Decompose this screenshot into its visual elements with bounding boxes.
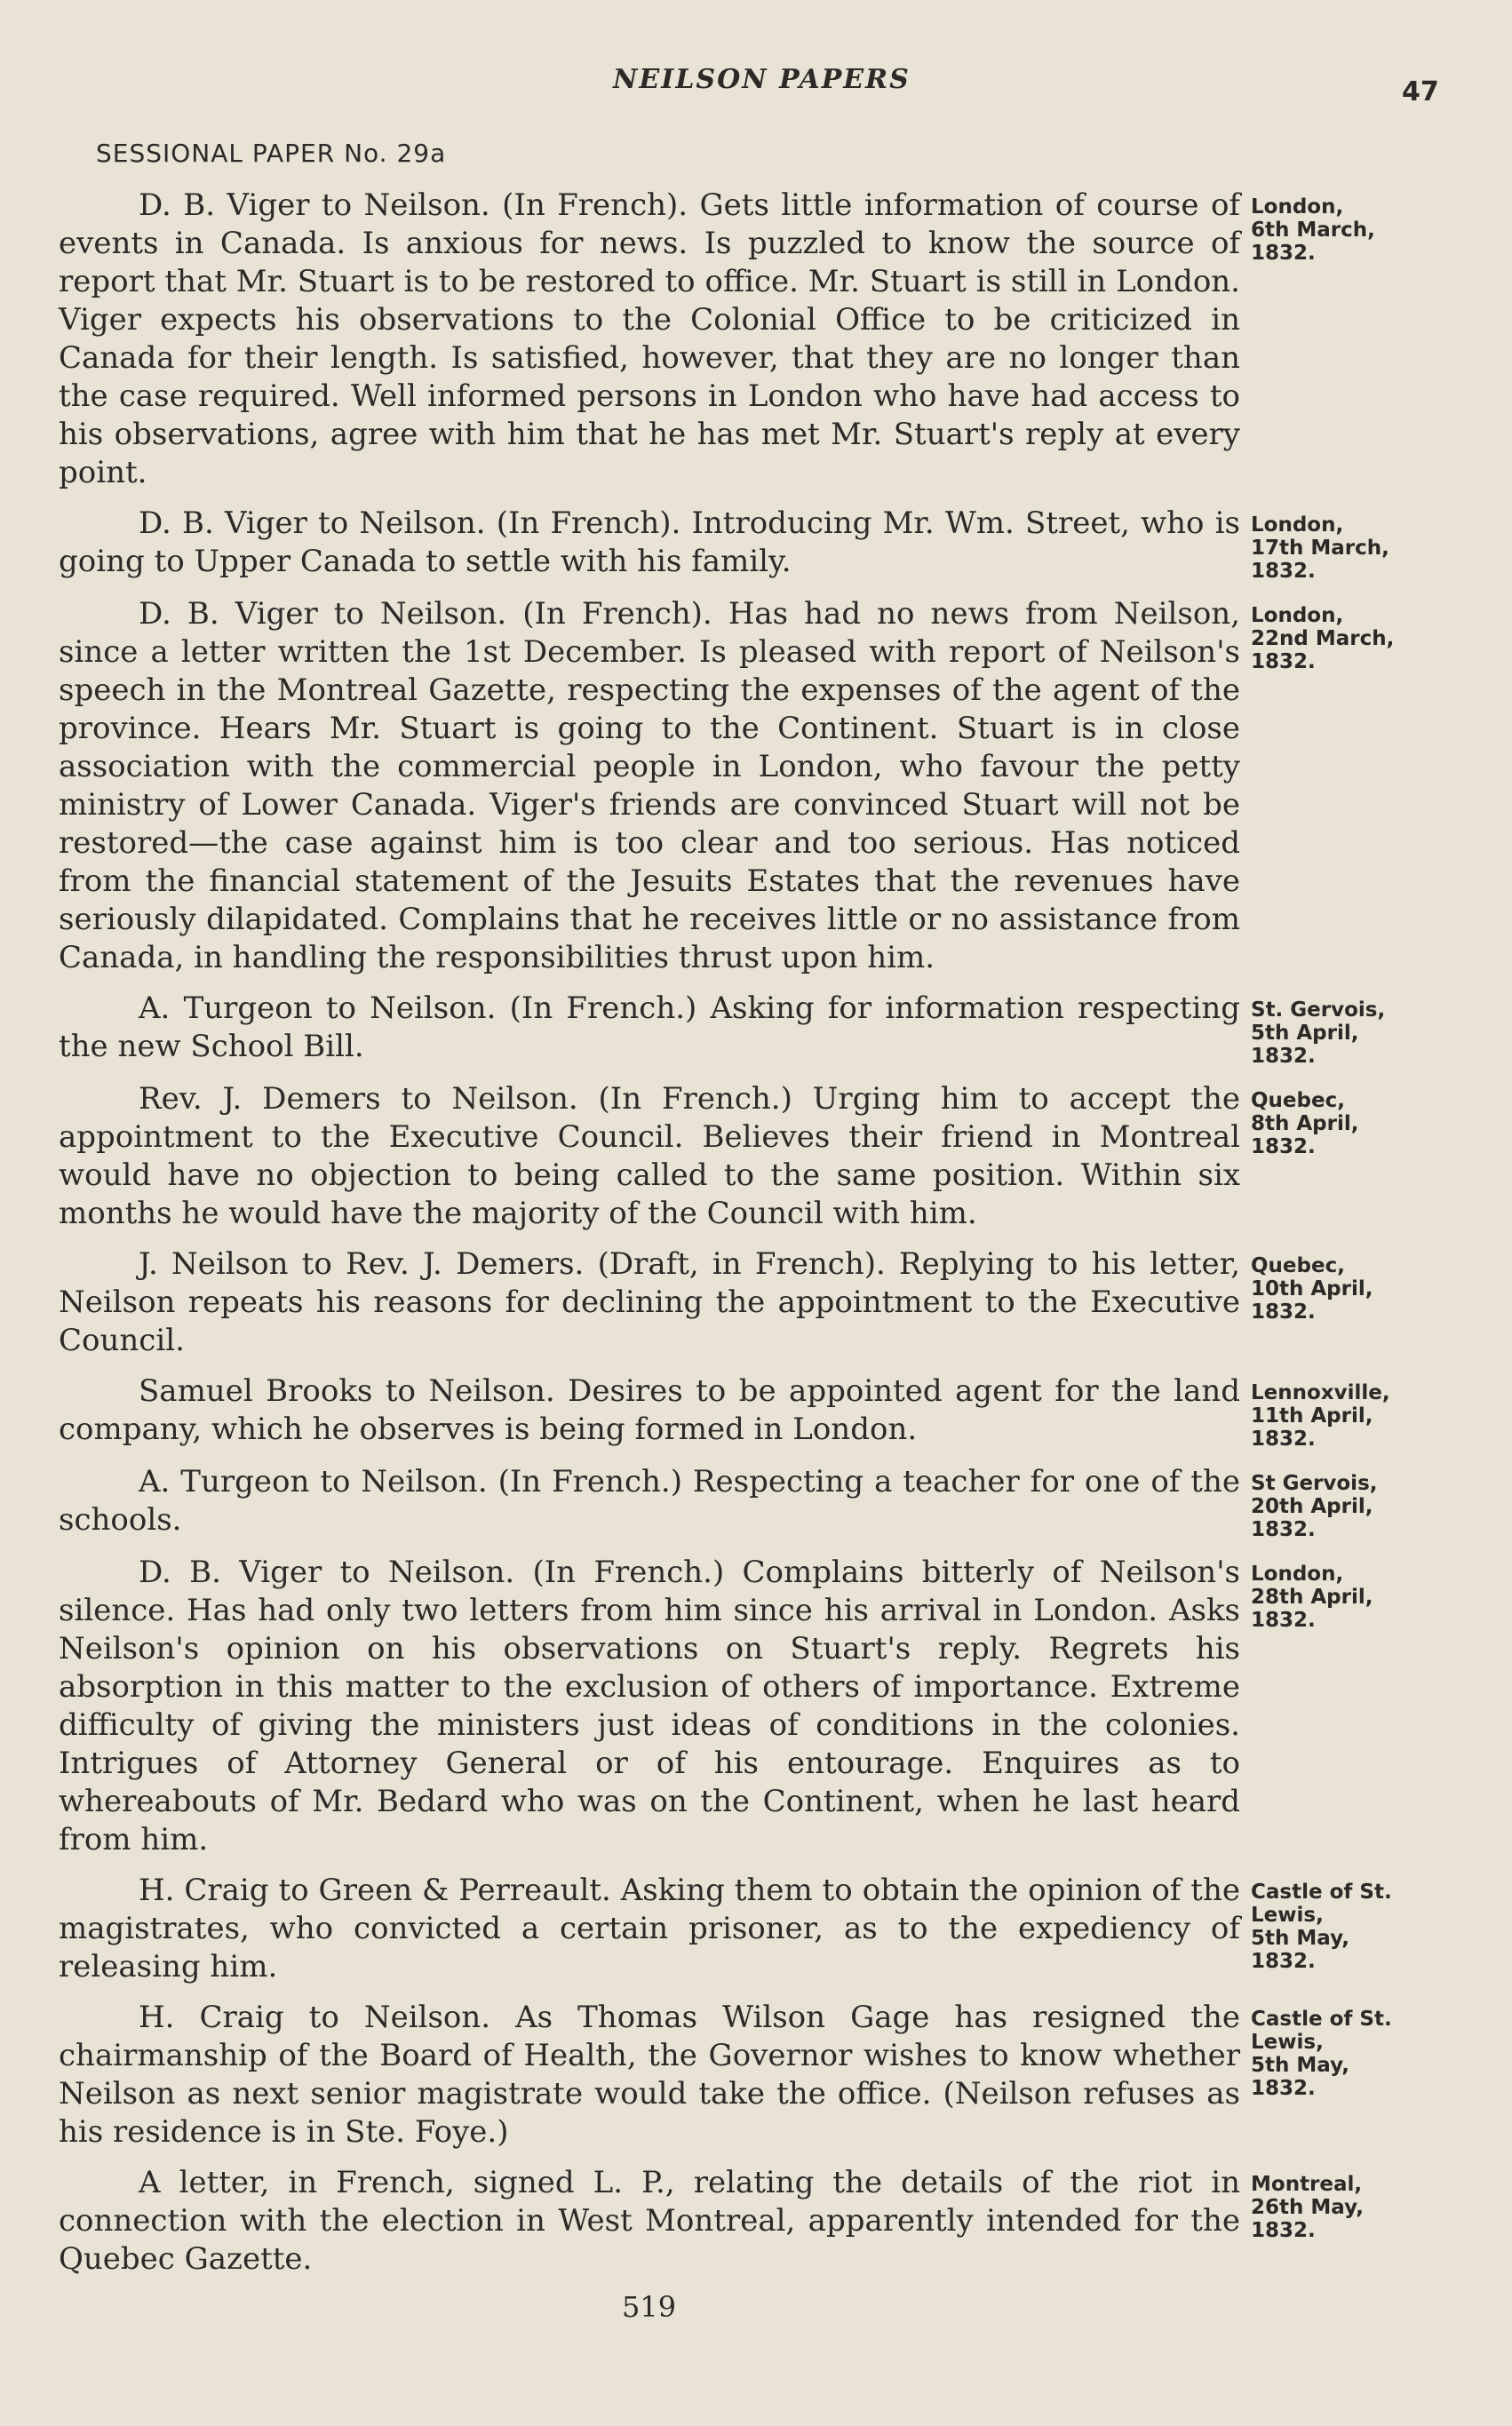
entry-place: London, bbox=[1251, 604, 1344, 627]
entry-text: D. B. Viger to Neilson. (In French). Introducing Mr. Wm. Street, who is going to Upper Canada to settle with his family. bbox=[59, 505, 1240, 579]
entry-place: London, bbox=[1251, 513, 1344, 537]
entry-year: 1832. bbox=[1251, 1950, 1316, 1973]
entry-place: Montreal, bbox=[1251, 2173, 1363, 2196]
entry-text: A. Turgeon to Neilson. (In French.) Respecting a teacher for one of the schools. bbox=[59, 1464, 1240, 1538]
entry-year: 1832. bbox=[1251, 1300, 1316, 1324]
sessional-paper-label: SESSIONAL PAPER No. 29a bbox=[96, 139, 447, 168]
entry-meta bbox=[1251, 1372, 1433, 1451]
entry-date: 20th April, bbox=[1251, 1495, 1373, 1518]
entry-meta bbox=[1251, 505, 1433, 583]
calendar-entry bbox=[59, 595, 1444, 977]
calendar-entry bbox=[59, 1554, 1444, 1859]
calendar-entry bbox=[59, 1245, 1444, 1360]
entry-place: Quebec, bbox=[1251, 1089, 1345, 1112]
entry-text: A letter, in French, signed L. P., relating the details of the riot in connection with the election in West Montreal, apparently intended for the Quebec Gazette. bbox=[59, 2165, 1240, 2277]
calendar-entry bbox=[59, 505, 1444, 583]
footer-number: 519 bbox=[622, 2290, 677, 2324]
entry-text: D. B. Viger to Neilson. (In French.) Complains bitterly of Neilson's silence. Has had only two letters from him since his arrival in London. Asks Neilson's opinion on his observations on Stuart's reply. Regrets his absorption in this matter to the exclusion of others of importance. Extreme difficulty of giving the ministers just ideas of conditions in the colonies. Intrigues of Attorney General or of his entourage. Enquires as to whereabouts of Mr. Bedard who was on the Continent, when he last heard from him. bbox=[59, 1555, 1240, 1857]
entry-year: 1832. bbox=[1251, 242, 1316, 265]
calendar-entry bbox=[59, 1872, 1444, 1986]
entry-year: 1832. bbox=[1251, 1428, 1316, 1451]
entry-place: London, bbox=[1251, 1563, 1344, 1586]
entry-text: H. Craig to Green & Perreault. Asking them to obtain the opinion of the magistrates, who convicted a certain prisoner, as to the expediency of releasing him. bbox=[59, 1873, 1240, 1985]
entry-text: A. Turgeon to Neilson. (In French.) Asking for information respecting the new School Bill. bbox=[59, 990, 1240, 1064]
entry-meta bbox=[1251, 1080, 1433, 1233]
entry-year: 1832. bbox=[1251, 560, 1316, 583]
entry-date: 28th April, bbox=[1251, 1586, 1373, 1609]
entry-date: 11th April, bbox=[1251, 1404, 1373, 1428]
entry-date: 10th April, bbox=[1251, 1277, 1373, 1300]
entry-year: 1832. bbox=[1251, 2219, 1316, 2242]
entry-place: Castle of St. Lewis, bbox=[1251, 2008, 1392, 2054]
entry-date: 22nd March, bbox=[1251, 627, 1395, 650]
entry-place: Quebec, bbox=[1251, 1254, 1345, 1277]
entry-year: 1832. bbox=[1251, 1609, 1316, 1632]
calendar-entries bbox=[59, 187, 1444, 2291]
entry-meta bbox=[1251, 187, 1433, 492]
entry-meta bbox=[1251, 1463, 1433, 1541]
entry-year: 1832. bbox=[1251, 1045, 1316, 1068]
calendar-entry bbox=[59, 1463, 1444, 1541]
entry-place: St. Gervois, bbox=[1251, 998, 1386, 1022]
entry-text: H. Craig to Neilson. As Thomas Wilson Gage has resigned the chairmanship of the Board of Health, the Governor wishes to know whether Neilson as next senior magistrate would take the office. (Neilson refuses as his residence is in Ste. Foye.) bbox=[59, 2000, 1240, 2150]
entry-place: Castle of St. Lewis, bbox=[1251, 1881, 1392, 1927]
entry-meta bbox=[1251, 2164, 1433, 2279]
calendar-entry bbox=[59, 1999, 1444, 2152]
entry-year: 1832. bbox=[1251, 1135, 1316, 1158]
entry-meta bbox=[1251, 990, 1433, 1068]
entry-date: 6th March, bbox=[1251, 219, 1375, 242]
page-number: 47 bbox=[1402, 76, 1439, 107]
entry-date: 5th April, bbox=[1251, 1022, 1359, 1045]
entry-date: 5th May, bbox=[1251, 1927, 1350, 1950]
entry-meta bbox=[1251, 1999, 1433, 2152]
entry-meta bbox=[1251, 1245, 1433, 1360]
entry-date: 17th March, bbox=[1251, 537, 1389, 560]
running-title: NEILSON PAPERS bbox=[613, 64, 911, 95]
entry-meta bbox=[1251, 1554, 1433, 1859]
calendar-entry bbox=[59, 187, 1444, 492]
entry-text: Samuel Brooks to Neilson. Desires to be appointed agent for the land company, which he observes is being formed in London. bbox=[59, 1373, 1240, 1447]
entry-place: London, bbox=[1251, 195, 1344, 219]
entry-text: Rev. J. Demers to Neilson. (In French.) Urging him to accept the appointment to the Executive Council. Believes their friend in Montreal would have no objection to being called to the same position. Within six months he would have the majority of the Council with him. bbox=[59, 1081, 1240, 1231]
entry-place: Lennoxville, bbox=[1251, 1381, 1390, 1404]
calendar-entry bbox=[59, 990, 1444, 1068]
entry-text: J. Neilson to Rev. J. Demers. (Draft, in French). Replying to his letter, Neilson repeats his reasons for declining the appointment to the Executive Council. bbox=[59, 1246, 1240, 1358]
entry-meta bbox=[1251, 1872, 1433, 1986]
entry-year: 1832. bbox=[1251, 1518, 1316, 1541]
entry-date: 8th April, bbox=[1251, 1112, 1359, 1135]
entry-date: 5th May, bbox=[1251, 2054, 1350, 2077]
entry-text: D. B. Viger to Neilson. (In French). Gets little information of course of events in Canada. Is anxious for news. Is puzzled to know the source of report that Mr. Stuart is to be restored to office. Mr. Stuart is still in London. Viger expects his observations to the Colonial Office to be criticized in Canada for their length. Is satisfied, however, that they are no longer than the case required. Well informed persons in London who have had access to his observations, agree with him that he has met Mr. Stuart's reply at every point. bbox=[59, 187, 1240, 490]
calendar-entry bbox=[59, 1080, 1444, 1233]
entry-year: 1832. bbox=[1251, 650, 1316, 673]
entry-year: 1832. bbox=[1251, 2077, 1316, 2100]
entry-text: D. B. Viger to Neilson. (In French). Has had no news from Neilson, since a letter written the 1st December. Is pleased with report of Neilson's speech in the Montreal Gazette, respecting the expenses of the agent of the province. Hears Mr. Stuart is going to the Continent. Stuart is in close association with the commercial people in London, who favour the petty ministry of Lower Canada. Viger's friends are convinced Stuart will not be restored—the case against him is too clear and too serious. Has noticed from the financial statement of the Jesuits Estates that the revenues have seriously dilapidated. Complains that he receives little or no assistance from Canada, in handling the responsibilities thrust upon him. bbox=[59, 596, 1240, 975]
entry-place: St Gervois, bbox=[1251, 1472, 1378, 1495]
entry-meta bbox=[1251, 595, 1433, 977]
calendar-entry bbox=[59, 2164, 1444, 2279]
calendar-entry bbox=[59, 1372, 1444, 1451]
entry-date: 26th May, bbox=[1251, 2196, 1365, 2219]
